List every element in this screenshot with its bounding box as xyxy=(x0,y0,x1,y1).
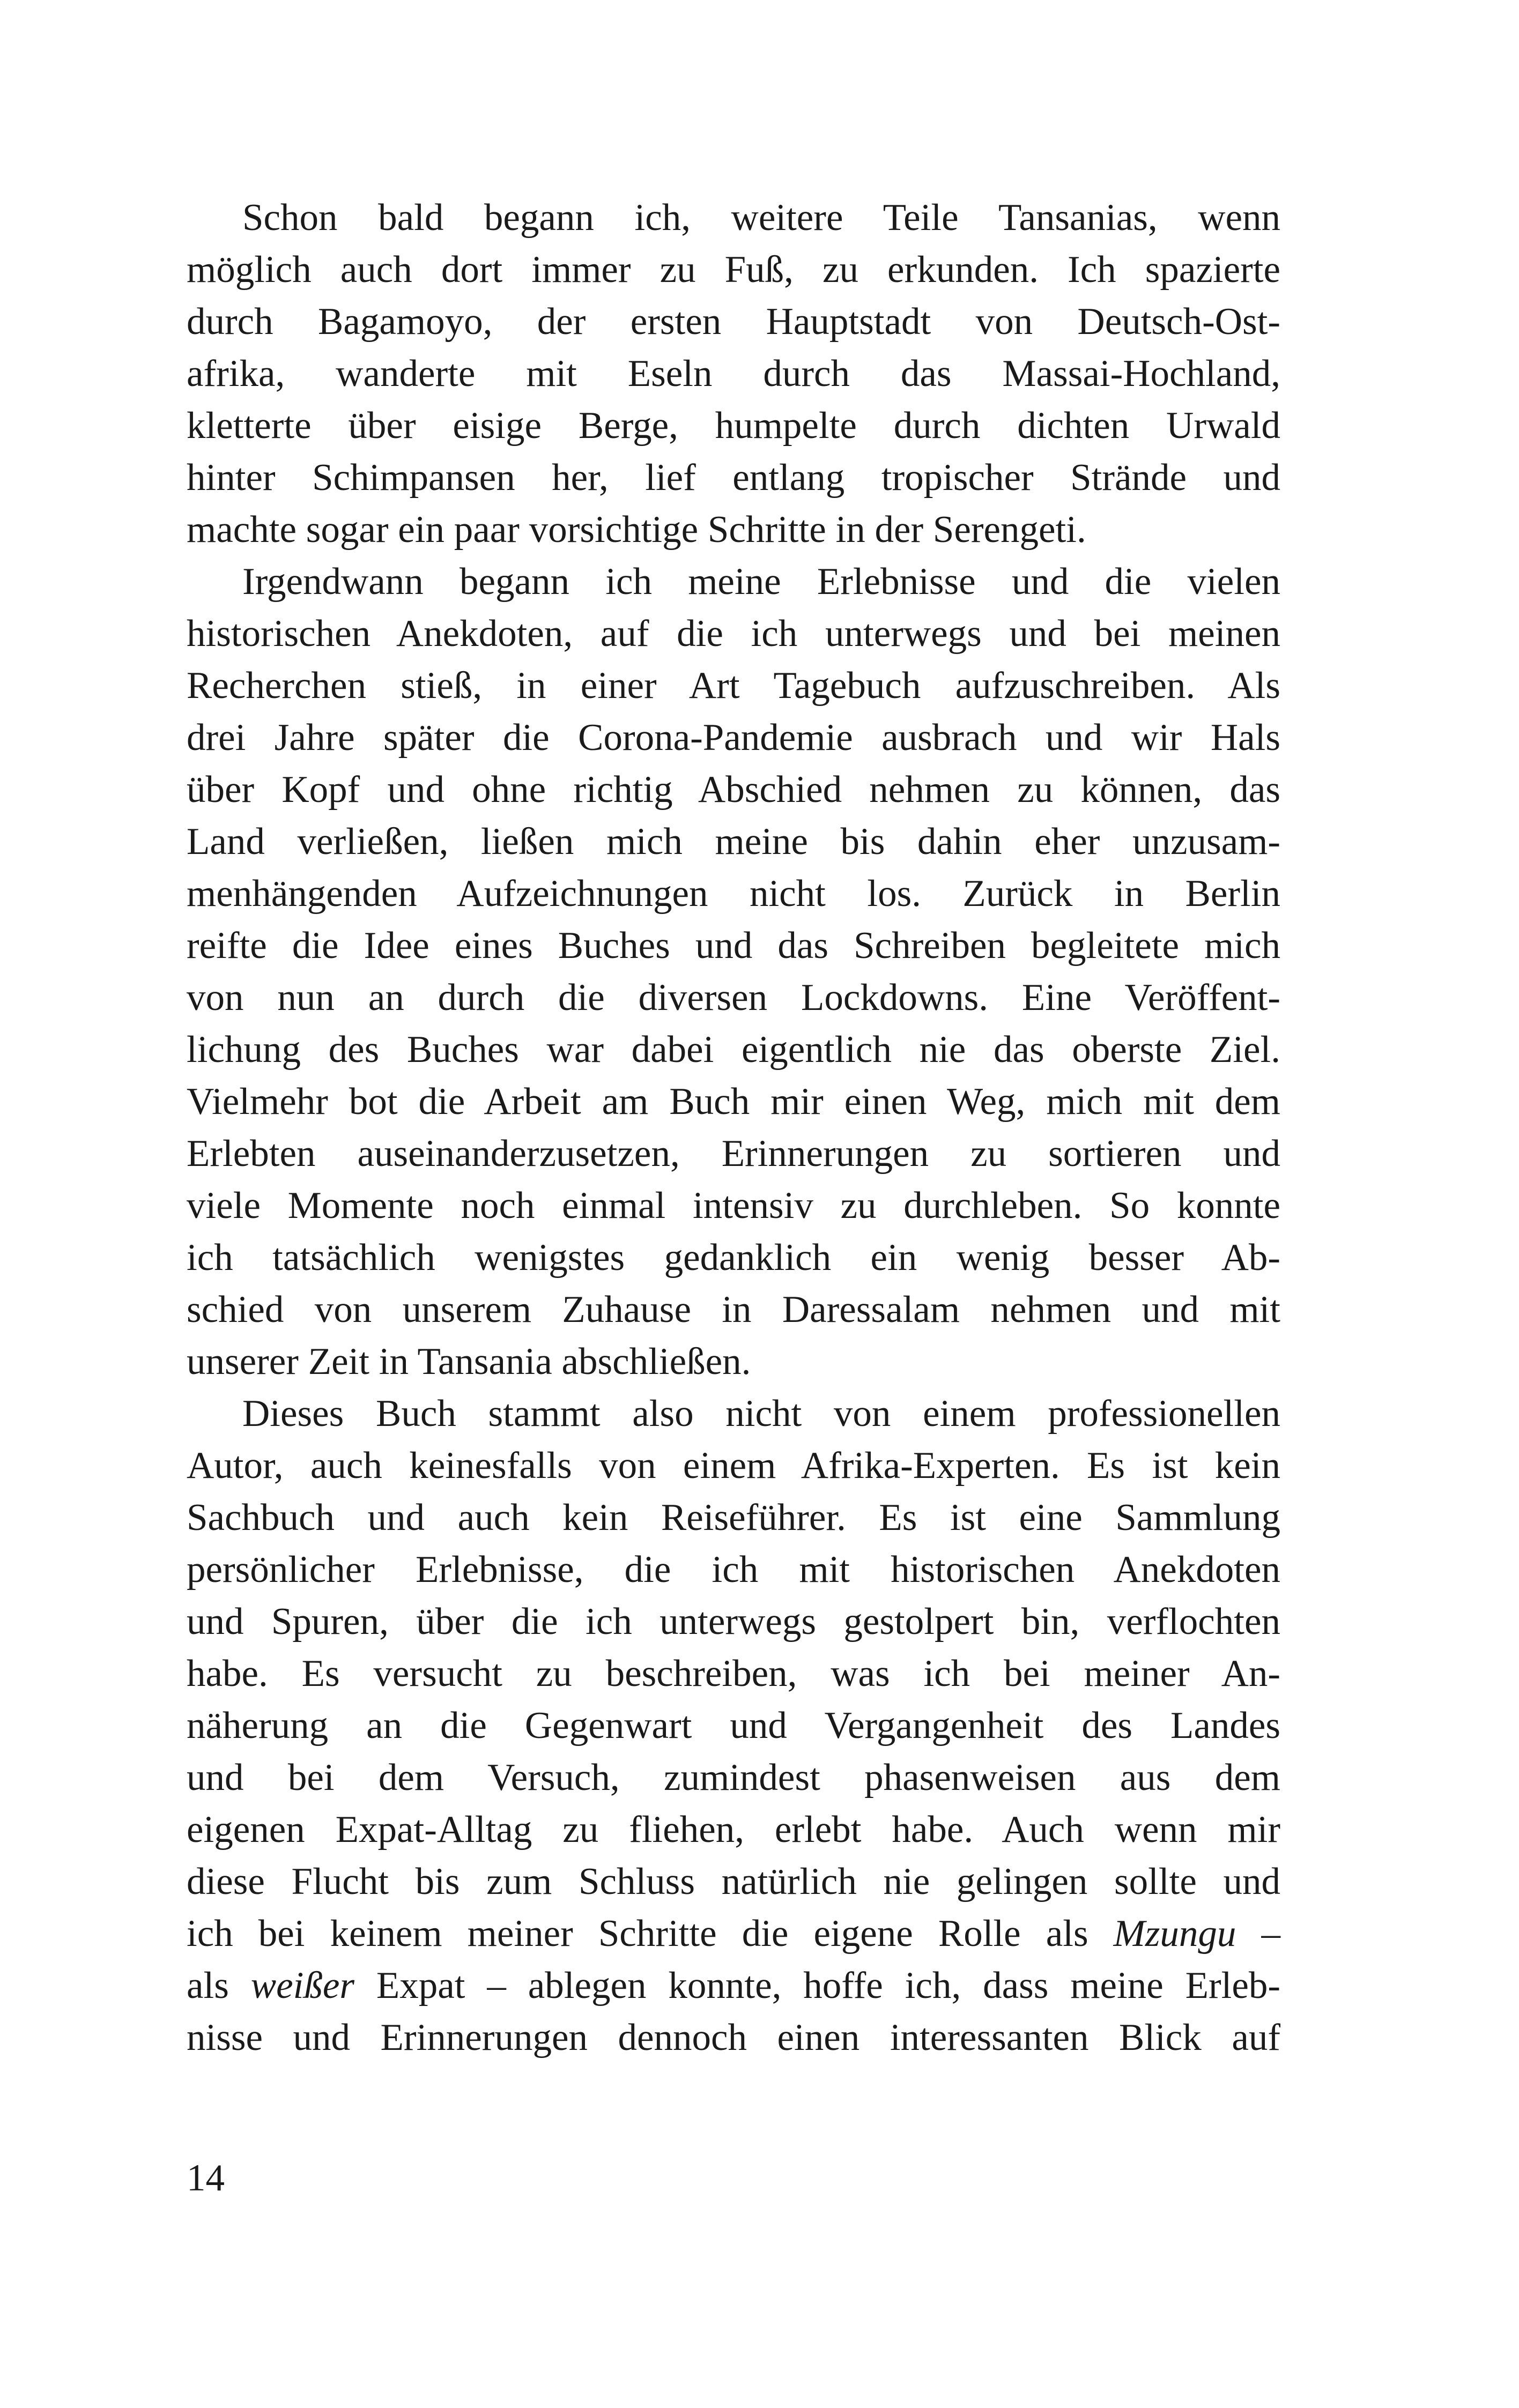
text-line: nisse und Erinnerungen dennoch einen interessanten Blick auf xyxy=(187,2017,1280,2058)
text-line: Vielmehr bot die Arbeit am Buch mir einen Weg, mich mit dem xyxy=(187,1081,1280,1123)
body-text xyxy=(187,192,1280,2064)
text-line: Irgendwann begann ich meine Erlebnisse und die vielen xyxy=(242,561,1280,603)
text-segment: Expat – ablegen konnte, hoffe ich, dass meine Erleb- xyxy=(354,1965,1280,2006)
text-line: Autor, auch keinesfalls von einem Afrika-Experten. Es ist kein xyxy=(187,1445,1280,1487)
text-line: näherung an die Gegenwart und Vergangenheit des Landes xyxy=(187,1705,1280,1746)
text-line: Land verließen, ließen mich meine bis dahin eher unzusam- xyxy=(187,821,1280,863)
text-line: über Kopf und ohne richtig Abschied nehmen zu können, das xyxy=(187,769,1280,811)
text-line: unserer Zeit in Tansania abschließen. xyxy=(187,1341,751,1383)
italic-word: Mzungu xyxy=(1113,1913,1236,1954)
text-line: und Spuren, über die ich unterwegs gestolpert bin, verflochten xyxy=(187,1601,1280,1643)
text-line: Sachbuch und auch kein Reiseführer. Es ist eine Sammlung xyxy=(187,1497,1280,1539)
text-line: eigenen Expat-Alltag zu fliehen, erlebt habe. Auch wenn mir xyxy=(187,1809,1280,1850)
text-line: Recherchen stieß, in einer Art Tagebuch aufzuschreiben. Als xyxy=(187,665,1280,707)
page-number: 14 xyxy=(187,2157,225,2199)
text-line: drei Jahre später die Corona-Pandemie ausbrach und wir Hals xyxy=(187,717,1280,759)
text-line: persönlicher Erlebnisse, die ich mit historischen Anekdoten xyxy=(187,1549,1280,1591)
text-line xyxy=(187,1960,1280,2012)
text-line: menhängenden Aufzeichnungen nicht los. Zurück in Berlin xyxy=(187,873,1280,915)
text-line: viele Momente noch einmal intensiv zu durchleben. So konnte xyxy=(187,1185,1280,1227)
text-line: historischen Anekdoten, auf die ich unterwegs und bei meinen xyxy=(187,613,1280,655)
text-line: Erlebten auseinanderzusetzen, Erinnerungen zu sortieren und xyxy=(187,1133,1280,1175)
text-line: von nun an durch die diversen Lockdowns. Eine Veröffent- xyxy=(187,977,1280,1019)
text-line xyxy=(187,1908,1280,1960)
text-line: hinter Schimpansen her, lief entlang tropischer Strände und xyxy=(187,457,1280,499)
paragraph-2 xyxy=(187,556,1280,1388)
paragraph-3 xyxy=(187,1388,1280,2064)
text-line: lichung des Buches war dabei eigentlich nie das oberste Ziel. xyxy=(187,1029,1280,1071)
text-line: ich tatsächlich wenigstes gedanklich ein wenig besser Ab- xyxy=(187,1237,1280,1279)
paragraph-1 xyxy=(187,192,1280,556)
text-segment: als xyxy=(187,1965,251,2006)
text-line: Dieses Buch stammt also nicht von einem professionellen xyxy=(242,1393,1280,1435)
text-line: machte sogar ein paar vorsichtige Schritte in der Serengeti. xyxy=(187,509,1086,551)
text-line: Schon bald begann ich, weitere Teile Tansanias, wenn xyxy=(242,197,1280,239)
text-line: möglich auch dort immer zu Fuß, zu erkunden. Ich spazierte xyxy=(187,249,1280,291)
text-segment: – xyxy=(1236,1913,1280,1954)
text-line: habe. Es versucht zu beschreiben, was ich bei meiner An- xyxy=(187,1653,1280,1694)
text-line: kletterte über eisige Berge, humpelte durch dichten Urwald xyxy=(187,405,1280,447)
text-line: reifte die Idee eines Buches und das Schreiben begleitete mich xyxy=(187,925,1280,967)
text-line: und bei dem Versuch, zumindest phasenweisen aus dem xyxy=(187,1757,1280,1798)
text-line: afrika, wanderte mit Eseln durch das Massai-Hochland, xyxy=(187,353,1280,395)
italic-word: weißer xyxy=(250,1965,355,2006)
text-line: diese Flucht bis zum Schluss natürlich nie gelingen sollte und xyxy=(187,1861,1280,1902)
text-line: durch Bagamoyo, der ersten Hauptstadt von Deutsch-Ost- xyxy=(187,301,1280,343)
text-line: schied von unserem Zuhause in Daressalam nehmen und mit xyxy=(187,1289,1280,1331)
text-segment: ich bei keinem meiner Schritte die eigene Rolle als xyxy=(187,1913,1114,1954)
